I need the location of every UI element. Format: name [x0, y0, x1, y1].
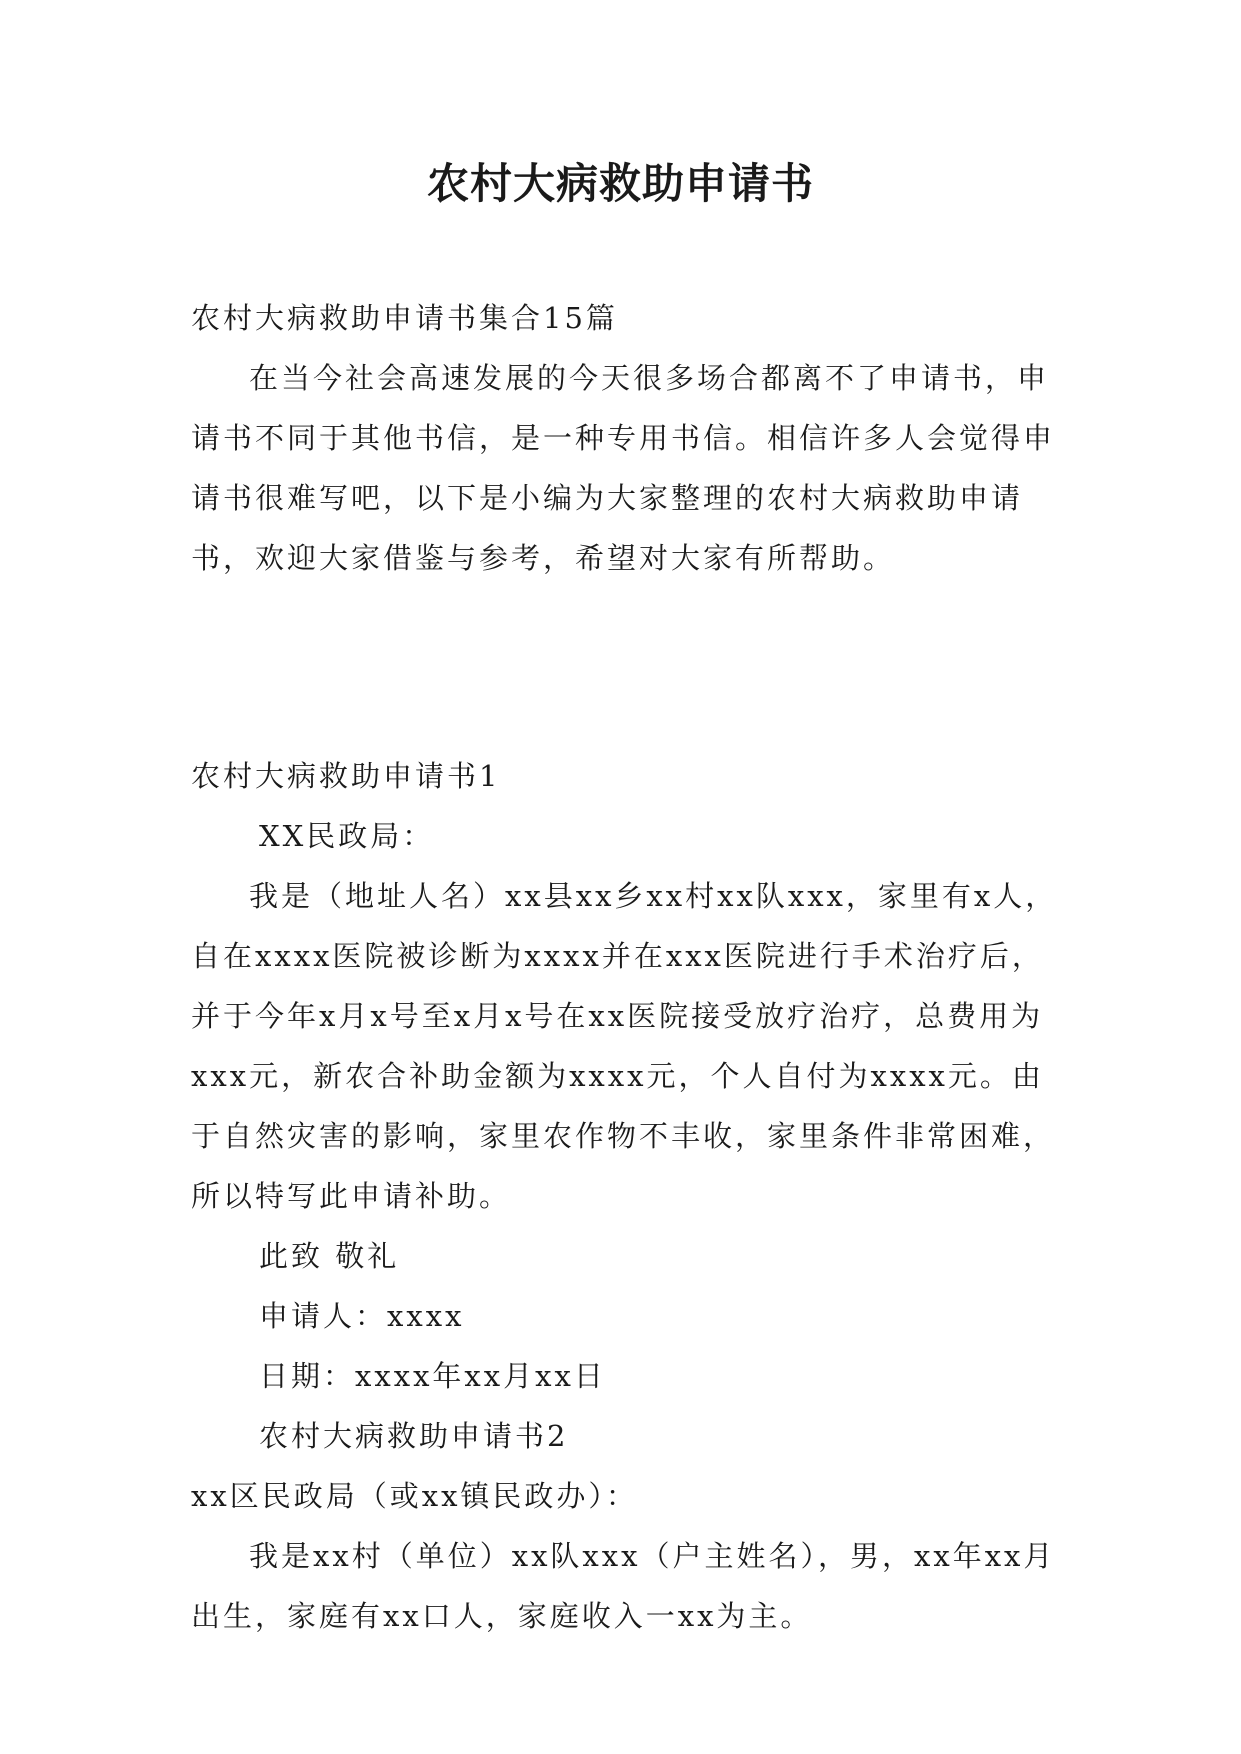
letter-1-closing: 此致 敬礼 [259, 1239, 400, 1273]
collection-heading: 农村大病救助申请书集合15篇 [191, 301, 618, 335]
letter-2-salutation: xx区民政局（或xx镇民政办）： [191, 1479, 638, 1513]
letter-2-body: 我是xx村（单位）xx队xxx（户主姓名），男，xx年xx月出生，家庭有xx口人，家庭收入一xx为主。 [191, 1539, 1056, 1633]
intro-paragraph: 在当今社会高速发展的今天很多场合都离不了申请书，申请书不同于其他书信，是一种专用书信。相信许多人会觉得申请书很难写吧，以下是小编为大家整理的农村大病救助申请书，欢迎大家借鉴与参考，希望对大家有所帮助。 [191, 361, 1056, 575]
letter-1-heading: 农村大病救助申请书1 [191, 759, 501, 793]
letter-2-heading: 农村大病救助申请书2 [259, 1419, 569, 1453]
letter-1-body: 我是（地址人名）xx县xx乡xx村xx队xxx，家里有x人，自在xxxx医院被诊断为xxxx并在xxx医院进行手术治疗后，并于今年x月x号至x月x号在xx医院接受放疗治疗，总费用为xxx元，新农合补助金额为xxxx元，个人自付为xxxx元。由于自然灾害的影响，家里农作物不丰收，家里条件非常困难，所以特写此申请补助。 [191, 879, 1058, 1213]
letter-1-salutation: XX民政局： [259, 819, 435, 853]
document-body [191, 288, 1071, 1646]
document-title: 农村大病救助申请书 [426, 159, 814, 208]
letter-1-applicant: 申请人：xxxx [259, 1299, 465, 1333]
section-spacer [191, 588, 1071, 746]
letter-1-date: 日期：xxxx年xx月xx日 [259, 1359, 606, 1393]
